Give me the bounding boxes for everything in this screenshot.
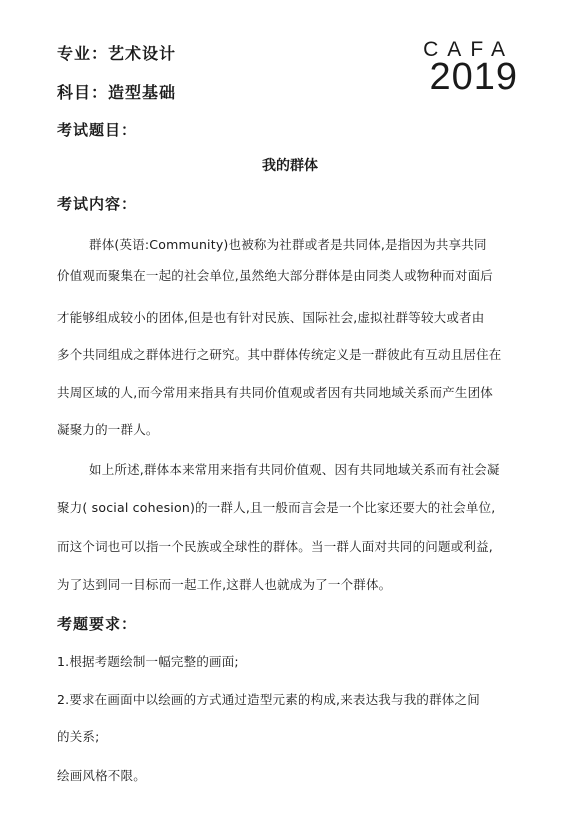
content-line: 多个共同组成之群体进行之研究。其中群体传统定义是一群彼此有互动且居住在: [57, 347, 502, 362]
requirement-line: 2.要求在画面中以绘画的方式通过造型元素的构成,来表达我与我的群体之间: [57, 692, 480, 707]
content-line: 如上所述,群体本来常用来指有共同价值观、因有共同地域关系而有社会凝: [89, 462, 500, 477]
content-line: 聚力( social cohesion)的一群人,且一般而言会是一个比家还要大的社会单位,: [57, 500, 496, 515]
brand-year: 2019: [429, 56, 518, 98]
content-line: 共周区域的人,而今常用来指具有共同价值观或者因有共同地域关系而产生团体: [57, 385, 493, 400]
requirement-line: 的关系;: [57, 729, 100, 744]
content-line: 才能够组成较小的团体,但是也有针对民族、国际社会,虚拟社群等较大或者由: [57, 310, 485, 325]
requirements-heading: 考题要求：: [57, 615, 138, 633]
content-line: 为了达到同一目标而一起工作,这群人也就成为了一个群体。: [57, 577, 392, 592]
requirement-line: 绘画风格不限。: [57, 768, 146, 783]
content-line: 群体(英语:Community)也被称为社群或者是共同体,是指因为共享共同: [89, 237, 487, 252]
content-line: 价值观而聚集在一起的社会单位,虽然绝大部分群体是由同类人或物种而对面后: [57, 268, 493, 283]
brand-name: CAFA: [423, 38, 514, 61]
subject-label: 科目：造型基础: [57, 83, 177, 102]
requirement-line: 1.根据考题绘制一幅完整的画面;: [57, 654, 239, 669]
major-label: 专业：艺术设计: [57, 44, 177, 63]
content-line: 凝聚力的一群人。: [57, 422, 159, 437]
topic-title: 我的群体: [262, 158, 318, 174]
content-heading: 考试内容：: [57, 195, 138, 213]
topic-heading: 考试题目：: [57, 121, 138, 139]
content-line: 而这个词也可以指一个民族或全球性的群体。当一群人面对共同的问题或利益,: [57, 539, 493, 554]
